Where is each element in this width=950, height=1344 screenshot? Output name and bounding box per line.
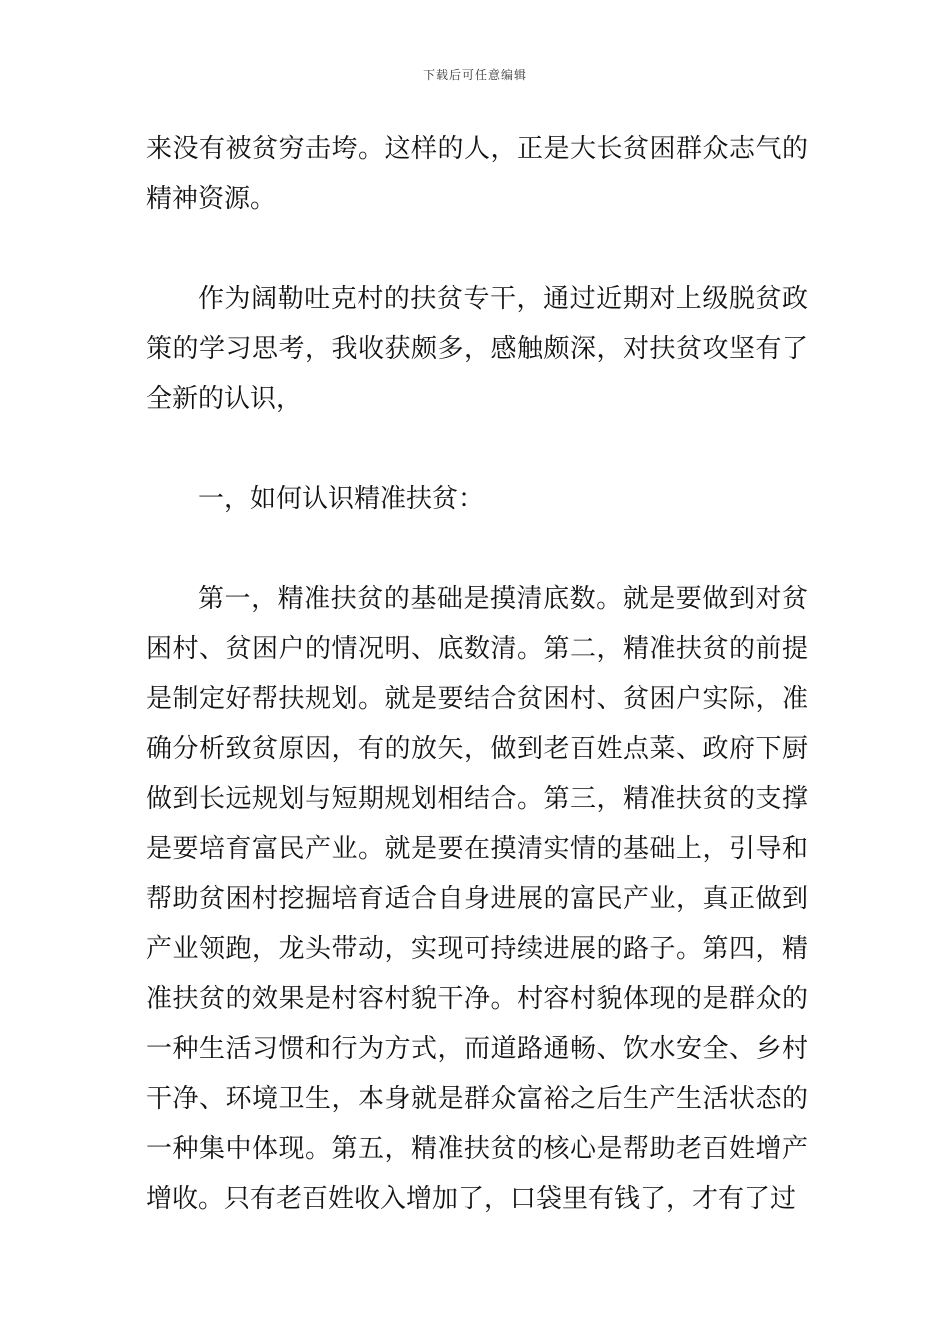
paragraph-intro: 作为阔勒吐克村的扶贫专干，通过近期对上级脱贫政策的学习思考，我收获颇多，感触颇深，对扶贫攻坚有了全新的认识，	[146, 284, 808, 414]
paragraph-main: 第一，精准扶贫的基础是摸清底数。就是要做到对贫困村、贫困户的情况明、底数清。第二，精准扶贫的前提是制定好帮扶规划。就是要结合贫困村、贫困户实际，准确分析致贫原因，有的放矢，做到老百姓点菜、政府下厨做到长远规划与短期规划相结合。第三，精准扶贫的支撑是要培育富民产业。就是要在摸清实情的基础上，引导和帮助贫困村挖掘培育适合自身进展的富民产业，真正做到产业领跑，龙头带动，实现可持续进展的路子。第四，精准扶贫的效果是村容村貌干净。村容村貌体现的是群众的一种生活习惯和行为方式，而道路通畅、饮水安全、乡村干净、环境卫生，本身就是群众富裕之后生产生活状态的一种集中体现。第五，精准扶贫的核心是帮助老百姓增产增收。只有老百姓收入增加了，口袋里有钱了，才有了过	[146, 584, 808, 1214]
paragraph-gap	[146, 224, 808, 274]
page-header: 下载后可任意编辑	[422, 68, 527, 82]
paragraph-continuation: 来没有被贫穷击垮。这样的人，正是大长贫困群众志气的精神资源。	[146, 134, 808, 214]
paragraph-gap	[146, 424, 808, 474]
paragraph-gap	[146, 524, 808, 574]
section-heading: 一，如何认识精准扶贫：	[198, 484, 485, 514]
document-body	[146, 124, 808, 1224]
